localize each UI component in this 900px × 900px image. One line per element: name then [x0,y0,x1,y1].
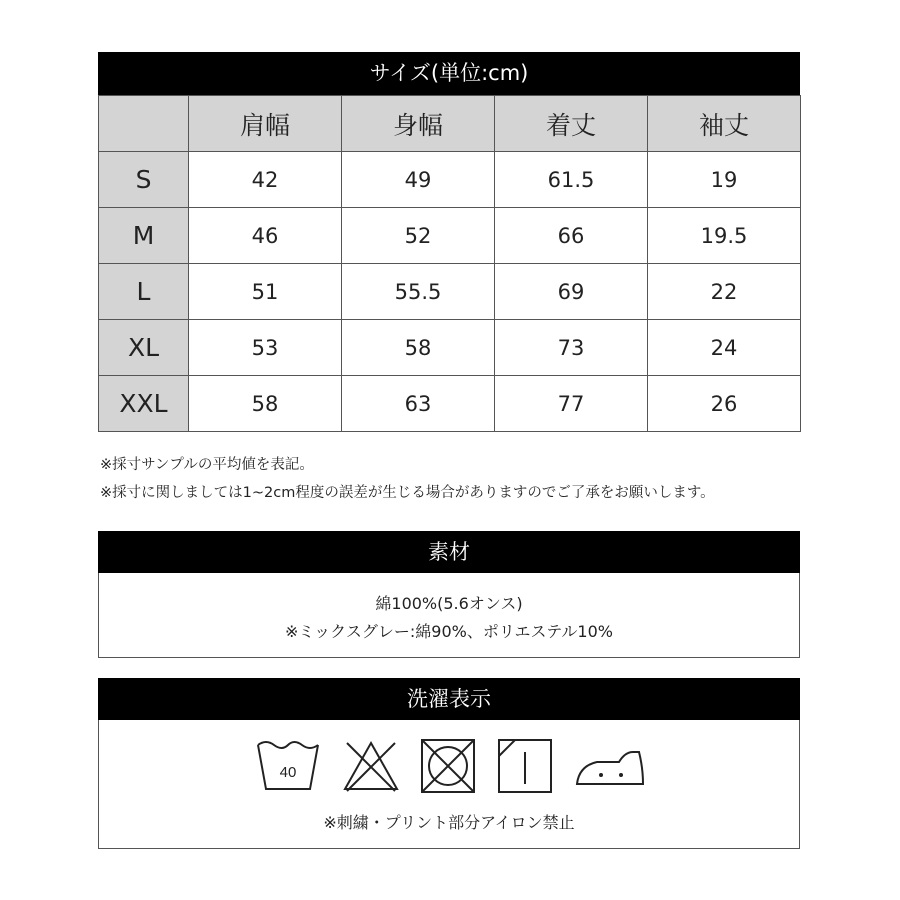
care-icons [255,736,645,796]
table-cell: 55.5 [342,264,495,320]
column-header: 着丈 [495,96,648,152]
size-label: XL [99,320,189,376]
table-cell: 63 [342,376,495,432]
wash-temperature-label: 40 [279,764,297,781]
table-row [99,208,801,264]
table-cell: 46 [189,208,342,264]
size-note-average: ※採寸サンプルの平均値を表記。 [100,457,314,473]
table-cell: 51 [189,264,342,320]
size-section-title: サイズ(単位:cm) [98,52,800,95]
table-cell: 26 [648,376,801,432]
size-note-tolerance: ※採寸に関しましては1~2cm程度の誤差が生じる場合がありますのでご了承をお願いします。 [100,485,715,501]
table-header-row [99,96,801,152]
material-line: ※ミックスグレー:綿90%、ポリエステル10% [284,622,613,641]
table-cell: 19.5 [648,208,801,264]
table-cell: 24 [648,320,801,376]
material-box [98,573,800,658]
table-row [99,376,801,432]
table-cell: 58 [189,376,342,432]
column-header: 袖丈 [648,96,801,152]
table-row [99,320,801,376]
no-tumble-dry-icon [420,738,476,794]
wash-40-icon [255,739,321,793]
table-row [99,152,801,208]
size-label: S [99,152,189,208]
iron-medium-icon [573,744,645,788]
care-section-title: 洗濯表示 [98,678,800,720]
table-cell: 69 [495,264,648,320]
size-label: XXL [99,376,189,432]
table-cell: 58 [342,320,495,376]
table-cell: 52 [342,208,495,264]
table-cell: 22 [648,264,801,320]
table-cell: 73 [495,320,648,376]
table-cell: 77 [495,376,648,432]
table-cell: 61.5 [495,152,648,208]
size-table [98,95,801,432]
size-label: M [99,208,189,264]
table-cell: 66 [495,208,648,264]
size-label: L [99,264,189,320]
material-line: 綿100%(5.6オンス) [375,594,523,613]
corner-cell [99,96,189,152]
line-dry-shade-icon [497,738,553,794]
table-cell: 19 [648,152,801,208]
care-note: ※刺繍・プリント部分アイロン禁止 [323,813,575,832]
column-header: 身幅 [342,96,495,152]
table-row [99,264,801,320]
material-section-title: 素材 [98,531,800,573]
column-header: 肩幅 [189,96,342,152]
table-cell: 49 [342,152,495,208]
no-bleach-icon [342,739,400,793]
table-cell: 42 [189,152,342,208]
table-cell: 53 [189,320,342,376]
